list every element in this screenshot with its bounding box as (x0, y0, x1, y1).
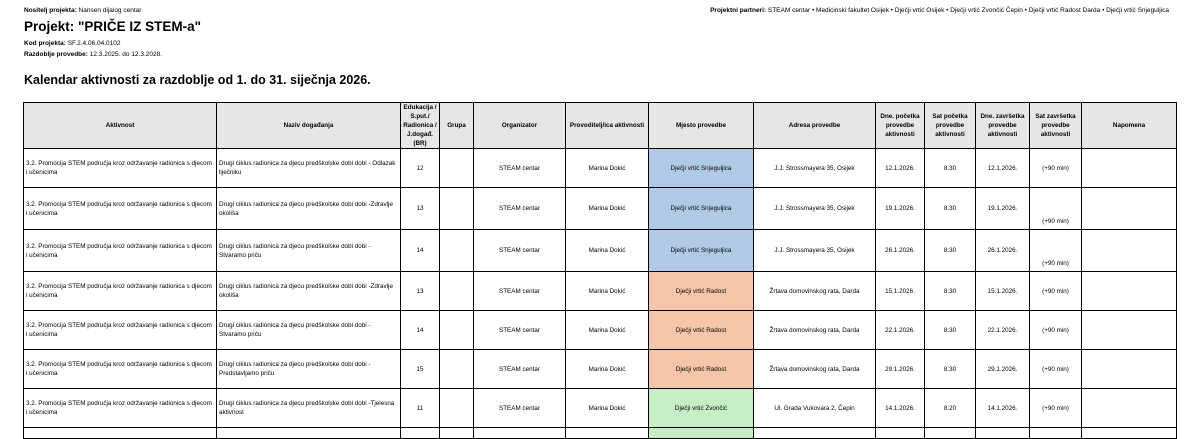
kod-value: SF.2.4.06.04.0102 (67, 40, 121, 47)
cell-dne-pocetka: 26.1.2026. (876, 230, 925, 272)
cell-adresa: Ul. Grada Vukovara 2, Čepin (754, 389, 876, 428)
cell-dne-pocetka: 15.1.2026. (876, 272, 925, 311)
kod-line (24, 40, 120, 47)
header-organizator: Organizator (474, 103, 566, 149)
cell-dne-zavrsetka: 29.1.2026. (976, 350, 1030, 389)
cell-empty (649, 428, 754, 439)
cell-organizator: STEAM centar (474, 350, 566, 389)
table-row (24, 311, 1177, 350)
cell-provoditelj: Marina Dokić (566, 188, 649, 230)
calendar-title: Kalendar aktivnosti za razdoblje od 1. do 31. siječnja 2026. (24, 73, 371, 87)
cell-grupa (440, 188, 474, 230)
cell-mjesto: Dječji vrtić Radost (649, 272, 754, 311)
cell-naziv: Drugi ciklus radionica za djecu predškolske dobi dobi - Stvaramo priču (217, 311, 401, 350)
table-row-partial (24, 428, 1177, 439)
header-mjesto: Mjesto provedbe (649, 103, 754, 149)
cell-organizator: STEAM centar (474, 272, 566, 311)
cell-mjesto: Dječji vrtić Zvončić (649, 389, 754, 428)
activity-table (23, 102, 1177, 439)
cell-br: 12 (401, 149, 440, 188)
cell-organizator: STEAM centar (474, 230, 566, 272)
cell-dne-zavrsetka: 15.1.2026. (976, 272, 1030, 311)
cell-dne-pocetka: 29.1.2026. (876, 350, 925, 389)
cell-adresa: Žrtava domovinskog rata, Darda (754, 311, 876, 350)
header-naziv: Naziv događanja (217, 103, 401, 149)
cell-sat-pocetka: 8:30 (925, 350, 976, 389)
cell-adresa: Žrtava domovinskog rata, Darda (754, 272, 876, 311)
cell-sat-pocetka: 8:20 (925, 389, 976, 428)
cell-napomena (1082, 230, 1177, 272)
header-sat-pocetka: Sat početka provedbe aktivnosti (925, 103, 976, 149)
header-provoditelj: Provoditelj/ica aktivnosti (566, 103, 649, 149)
cell-mjesto: Dječji vrtić Snjeguljica (649, 230, 754, 272)
cell-adresa: J.J. Strossmayera 35, Osijek (754, 230, 876, 272)
cell-empty (876, 428, 925, 439)
cell-organizator: STEAM centar (474, 149, 566, 188)
cell-sat-zavrsetka: (+90 min) (1030, 188, 1082, 230)
cell-provoditelj: Marina Dokić (566, 389, 649, 428)
header-adresa: Adresa provedbe (754, 103, 876, 149)
table-row (24, 188, 1177, 230)
table-row (24, 272, 1177, 311)
cell-provoditelj: Marina Dokić (566, 311, 649, 350)
cell-provoditelj: Marina Dokić (566, 272, 649, 311)
cell-sat-zavrsetka: (+90 min) (1030, 230, 1082, 272)
cell-napomena (1082, 272, 1177, 311)
cell-sat-zavrsetka: (+90 min) (1030, 311, 1082, 350)
cell-mjesto: Dječji vrtić Snjeguljica (649, 188, 754, 230)
cell-napomena (1082, 149, 1177, 188)
header-grupa: Grupa (440, 103, 474, 149)
cell-organizator: STEAM centar (474, 389, 566, 428)
table-row (24, 389, 1177, 428)
cell-empty (440, 428, 474, 439)
cell-grupa (440, 389, 474, 428)
cell-dne-zavrsetka: 12.1.2026. (976, 149, 1030, 188)
cell-napomena (1082, 389, 1177, 428)
cell-adresa: Žrtava domovinskog rata, Darda (754, 350, 876, 389)
header-aktivnost: Aktivnost (24, 103, 217, 149)
cell-sat-pocetka: 8:30 (925, 272, 976, 311)
partners-value: STEAM centar • Medicinski fakultet Osijek • Dječji vrtić Osijek • Dječji vrtić Zvončić Čepin • Dječji vrtić Radost Darda • Dječji vrtić Snjeguljica (767, 7, 1169, 14)
cell-aktivnost: 3.2. Promocija STEM područja kroz održavanje radionica s djecom i učenicima (24, 188, 217, 230)
table-row (24, 149, 1177, 188)
cell-empty (401, 428, 440, 439)
cell-br: 15 (401, 350, 440, 389)
table-row (24, 350, 1177, 389)
cell-dne-zavrsetka: 19.1.2026. (976, 188, 1030, 230)
cell-organizator: STEAM centar (474, 311, 566, 350)
cell-adresa: J.J. Strossmayera 35, Osijek (754, 188, 876, 230)
cell-sat-pocetka: 8:30 (925, 149, 976, 188)
partners-line (710, 7, 1169, 14)
cell-br: 11 (401, 389, 440, 428)
cell-sat-pocetka: 8:30 (925, 311, 976, 350)
cell-aktivnost: 3.2. Promocija STEM područja kroz održavanje radionica s djecom i učenicima (24, 230, 217, 272)
cell-dne-zavrsetka: 26.1.2026. (976, 230, 1030, 272)
cell-grupa (440, 350, 474, 389)
cell-sat-zavrsetka: (+90 min) (1030, 350, 1082, 389)
cell-sat-zavrsetka: (+90 min) (1030, 389, 1082, 428)
cell-aktivnost: 3.2. Promocija STEM područja kroz održavanje radionica s djecom i učenicima (24, 149, 217, 188)
cell-empty (1082, 428, 1177, 439)
cell-provoditelj: Marina Dokić (566, 230, 649, 272)
cell-organizator: STEAM centar (474, 188, 566, 230)
nositelj-value: Nansen dijalog centar (78, 7, 142, 14)
kod-label: Kod projekta: (24, 40, 66, 47)
cell-aktivnost: 3.2. Promocija STEM područja kroz održavanje radionica s djecom i učenicima (24, 272, 217, 311)
cell-grupa (440, 272, 474, 311)
cell-empty (925, 428, 976, 439)
partners-label: Projektni partneri: (710, 7, 767, 14)
cell-sat-pocetka: 8:30 (925, 230, 976, 272)
cell-aktivnost: 3.2. Promocija STEM područja kroz održavanje radionica s djecom i učenicima (24, 350, 217, 389)
cell-empty (474, 428, 566, 439)
project-title: Projekt: "PRIČE IZ STEM-a" (24, 19, 202, 34)
cell-mjesto: Dječji vrtić Snjeguljica (649, 149, 754, 188)
cell-empty (217, 428, 401, 439)
cell-naziv: Drugi ciklus radionica za djecu predškolske dobi dobi -Zdravlje okoliša (217, 188, 401, 230)
cell-sat-zavrsetka: (+90 min) (1030, 272, 1082, 311)
cell-empty (566, 428, 649, 439)
razdoblje-value: 12.3.2025. do 12.3.2028. (89, 51, 163, 58)
cell-naziv: Drugi ciklus radionica za djecu predškolske dobi dobi - Odlazak liječniku (217, 149, 401, 188)
header-dne-pocetka: Dne. početka provedbe aktivnosti (876, 103, 925, 149)
cell-dne-pocetka: 14.1.2026. (876, 389, 925, 428)
cell-br: 13 (401, 272, 440, 311)
cell-grupa (440, 230, 474, 272)
header-dne-zavrsetka: Dne. završetka provedbe aktivnosti (976, 103, 1030, 149)
cell-mjesto: Dječji vrtić Radost (649, 311, 754, 350)
cell-empty (24, 428, 217, 439)
cell-napomena (1082, 188, 1177, 230)
cell-aktivnost: 3.2. Promocija STEM područja kroz održavanje radionica s djecom i učenicima (24, 311, 217, 350)
cell-naziv: Drugi ciklus radionica za djecu predškolske dobi dobi - Predstavljamo priču (217, 350, 401, 389)
cell-mjesto: Dječji vrtić Radost (649, 350, 754, 389)
cell-adresa: J.J. Strossmayera 35, Osijek (754, 149, 876, 188)
table-header-row (24, 103, 1177, 149)
header-sat-zavrsetka: Sat završetka provedbe aktivnosti (1030, 103, 1082, 149)
cell-empty (754, 428, 876, 439)
cell-br: 14 (401, 230, 440, 272)
razdoblje-label: Razdoblje provedbe: (24, 51, 88, 58)
razdoblje-line (24, 51, 162, 58)
cell-empty (976, 428, 1030, 439)
cell-dne-zavrsetka: 22.1.2026. (976, 311, 1030, 350)
cell-naziv: Drugi ciklus radionica za djecu predškolske dobi dobi -Tjelesna aktivnost (217, 389, 401, 428)
nositelj-line (24, 7, 141, 14)
cell-dne-pocetka: 19.1.2026. (876, 188, 925, 230)
cell-dne-pocetka: 22.1.2026. (876, 311, 925, 350)
cell-br: 13 (401, 188, 440, 230)
cell-aktivnost: 3.2. Promocija STEM područja kroz održavanje radionica s djecom i učenicima (24, 389, 217, 428)
cell-napomena (1082, 311, 1177, 350)
cell-sat-zavrsetka: (+90 min) (1030, 149, 1082, 188)
header-napomena: Napomena (1082, 103, 1177, 149)
header-edukacija: Edukacija / S.put./ Radionica / J.događ. (BR) (401, 103, 440, 149)
cell-grupa (440, 311, 474, 350)
cell-dne-zavrsetka: 14.1.2026. (976, 389, 1030, 428)
cell-naziv: Drugi ciklus radionica za djecu predškolske dobi dobi -Zdravlje okoliša (217, 272, 401, 311)
cell-provoditelj: Marina Dokić (566, 149, 649, 188)
table-row (24, 230, 1177, 272)
cell-dne-pocetka: 12.1.2026. (876, 149, 925, 188)
cell-br: 14 (401, 311, 440, 350)
nositelj-label: Nositelj projekta: (24, 7, 77, 14)
cell-naziv: Drugi ciklus radionica za djecu predškolske dobi dobi - Stvaramo priču (217, 230, 401, 272)
cell-napomena (1082, 350, 1177, 389)
cell-grupa (440, 149, 474, 188)
cell-sat-pocetka: 8:30 (925, 188, 976, 230)
cell-provoditelj: Marina Dokić (566, 350, 649, 389)
cell-empty (1030, 428, 1082, 439)
